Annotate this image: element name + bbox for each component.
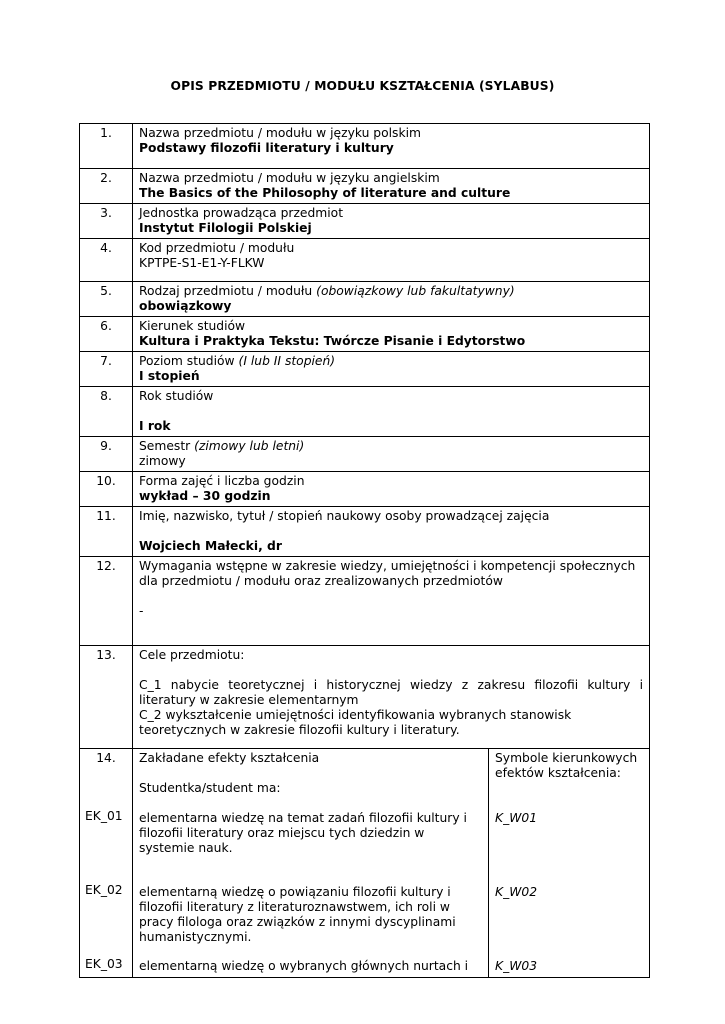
row-label-main: Rodzaj przedmiotu / modułu bbox=[139, 284, 313, 298]
table-row bbox=[80, 437, 650, 472]
row-number: 5. bbox=[80, 282, 133, 317]
row-label bbox=[139, 439, 643, 454]
row-value: wykład – 30 godzin bbox=[139, 489, 271, 503]
row-number: 11. bbox=[80, 507, 133, 557]
row-content bbox=[133, 472, 650, 507]
row-value: I stopień bbox=[139, 369, 200, 383]
table-row bbox=[80, 646, 650, 749]
outcome-code: EK_01 bbox=[85, 809, 123, 823]
table-row bbox=[80, 472, 650, 507]
row-label: Rok studiów bbox=[139, 389, 214, 403]
table-row bbox=[80, 557, 650, 646]
syllabus-table bbox=[79, 123, 650, 978]
row-content bbox=[133, 169, 650, 204]
page-title: OPIS PRZEDMIOTU / MODUŁU KSZTAŁCENIA (SYLABUS) bbox=[170, 79, 555, 93]
row-content bbox=[133, 437, 650, 472]
row-number: 13. bbox=[80, 646, 133, 749]
row-label: Forma zajęć i liczba godzin bbox=[139, 474, 305, 488]
row-label: Nazwa przedmiotu / modułu w języku angielskim bbox=[139, 171, 440, 185]
row-content bbox=[133, 204, 650, 239]
row-value: Kultura i Praktyka Tekstu: Twórcze Pisanie i Edytorstwo bbox=[139, 334, 526, 348]
row-label-main: Semestr bbox=[139, 439, 191, 453]
row-content bbox=[133, 282, 650, 317]
row-value: - bbox=[139, 604, 144, 618]
row-content bbox=[133, 124, 650, 169]
outcomes-intro: Studentka/student ma: bbox=[139, 781, 281, 795]
objective-c2: C_2 wykształcenie umiejętności identyfikowania wybranych stanowisk teoretycznych w zakresie filozofii kultury i literatury. bbox=[139, 708, 572, 737]
row-label: Wymagania wstępne w zakresie wiedzy, umiejętności i kompetencji społecznych dla przedmiotu / modułu oraz zrealizowanych przedmiotów bbox=[139, 559, 636, 588]
table-row bbox=[80, 317, 650, 352]
row-number: 3. bbox=[80, 204, 133, 239]
row-content bbox=[133, 557, 650, 646]
row-label: Jednostka prowadząca przedmiot bbox=[139, 206, 344, 220]
outcome-symbols-cell bbox=[489, 749, 650, 978]
objective-c1: C_1 nabycie teoretycznej i historycznej wiedzy z zakresu filozofii kultury i literatury w zakresie elementarnym bbox=[139, 678, 643, 707]
outcome-text: elementarna wiedzę na temat zadań filozofii kultury i filozofii literatury oraz miejscu tych dziedzin w systemie nauk. bbox=[139, 811, 467, 855]
symbols-header: Symbole kierunkowych efektów kształcenia: bbox=[495, 751, 638, 780]
row-number: 9. bbox=[80, 437, 133, 472]
row-number: 7. bbox=[80, 352, 133, 387]
row-label-hint: (zimowy lub letni) bbox=[194, 439, 305, 453]
outcomes-header: Zakładane efekty kształcenia bbox=[139, 751, 320, 765]
table-row bbox=[80, 387, 650, 437]
row-number: 8. bbox=[80, 387, 133, 437]
table-row bbox=[80, 282, 650, 317]
row-label: Imię, nazwisko, tytuł / stopień naukowy osoby prowadzącej zajęcia bbox=[139, 509, 550, 523]
row-value: KPTPE-S1-E1-Y-FLKW bbox=[139, 256, 265, 270]
outcome-text: elementarną wiedzę o powiązaniu filozofii kultury i filozofii literatury z literaturoznawstwem, ich roli w pracy filologa oraz związków z innymi dyscyplinami humanistycznymi. bbox=[139, 885, 456, 944]
row-label-hint: (obowiązkowy lub fakultatywny) bbox=[316, 284, 515, 298]
table-row bbox=[80, 352, 650, 387]
row-content bbox=[133, 317, 650, 352]
outcome-symbol: K_W03 bbox=[495, 959, 538, 973]
outcome-text: elementarną wiedzę o wybranych głównych nurtach i bbox=[139, 959, 469, 973]
row-value: zimowy bbox=[139, 454, 186, 468]
row-content bbox=[133, 352, 650, 387]
outcome-code: EK_02 bbox=[85, 883, 123, 897]
row-value: obowiązkowy bbox=[139, 299, 232, 313]
row-content bbox=[133, 387, 650, 437]
row-label bbox=[139, 284, 643, 299]
row-label: Nazwa przedmiotu / modułu w języku polskim bbox=[139, 126, 421, 140]
row-value: I rok bbox=[139, 419, 171, 433]
row-value: Instytut Filologii Polskiej bbox=[139, 221, 312, 235]
row-label bbox=[139, 354, 643, 369]
row-content bbox=[133, 646, 650, 749]
table-row bbox=[80, 204, 650, 239]
outcome-descriptions-cell bbox=[133, 749, 489, 978]
table-row bbox=[80, 749, 650, 978]
row-label: Kierunek studiów bbox=[139, 319, 246, 333]
row-content bbox=[133, 239, 650, 282]
row-label-main: Poziom studiów bbox=[139, 354, 235, 368]
row-number: 14. bbox=[96, 751, 116, 765]
outcome-symbol: K_W01 bbox=[495, 811, 538, 825]
row-number: 6. bbox=[80, 317, 133, 352]
row-label: Kod przedmiotu / modułu bbox=[139, 241, 295, 255]
row-label: Cele przedmiotu: bbox=[139, 648, 245, 662]
row-value: Wojciech Małecki, dr bbox=[139, 539, 282, 553]
row-number: 2. bbox=[80, 169, 133, 204]
row-number: 1. bbox=[80, 124, 133, 169]
row-value: The Basics of the Philosophy of literature and culture bbox=[139, 186, 511, 200]
row-number: 4. bbox=[80, 239, 133, 282]
table-row bbox=[80, 507, 650, 557]
row-value: Podstawy filozofii literatury i kultury bbox=[139, 141, 394, 155]
row-label-hint: (I lub II stopień) bbox=[238, 354, 336, 368]
table-row bbox=[80, 124, 650, 169]
outcome-codes-cell bbox=[80, 749, 133, 978]
outcome-code: EK_03 bbox=[85, 957, 123, 971]
table-row bbox=[80, 239, 650, 282]
row-content bbox=[133, 507, 650, 557]
row-number: 12. bbox=[80, 557, 133, 646]
outcome-symbol: K_W02 bbox=[495, 885, 538, 899]
row-number: 10. bbox=[80, 472, 133, 507]
table-row bbox=[80, 169, 650, 204]
